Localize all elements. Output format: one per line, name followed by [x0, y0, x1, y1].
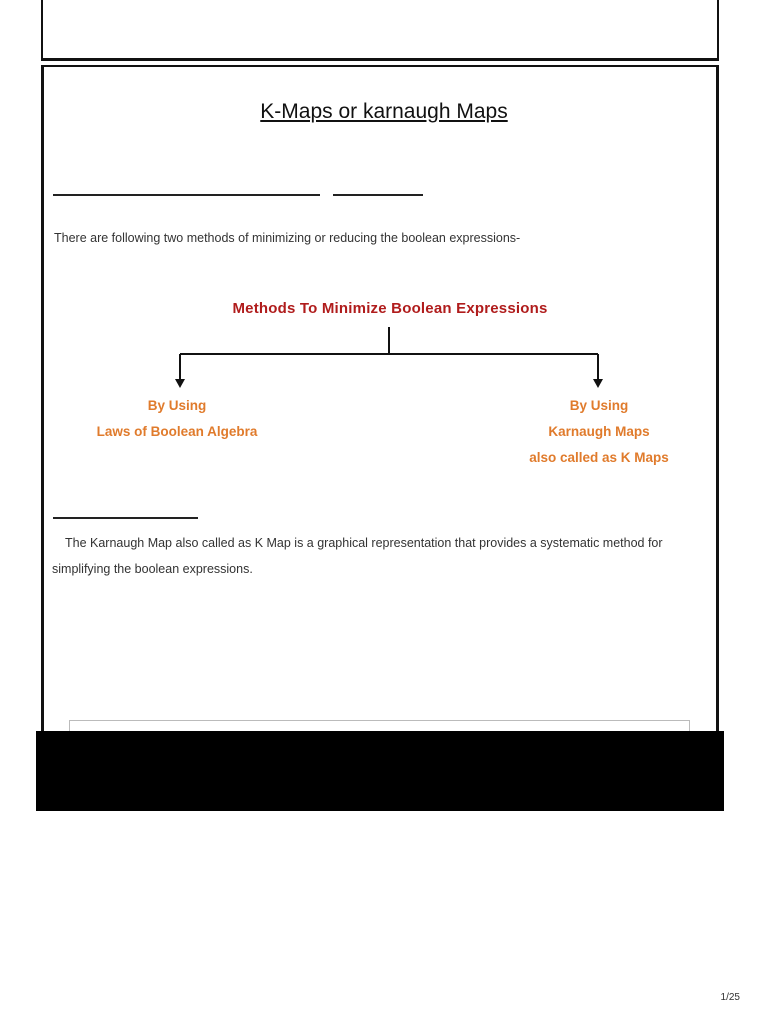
left-branch-line-1: By Using — [147, 398, 207, 413]
page-number: 1/25 — [720, 992, 740, 1003]
page-title: K-Maps or karnaugh Maps — [260, 100, 508, 123]
right-branch-line-2: Karnaugh Maps — [548, 424, 650, 439]
top-frame-panel — [41, 0, 719, 61]
section-rule — [53, 517, 198, 519]
left-branch-label — [62, 393, 292, 445]
heading-rule-2 — [333, 194, 423, 196]
heading-rule-1 — [53, 194, 320, 196]
right-branch-line-3: also called as K Maps — [529, 450, 669, 465]
diagram-heading: Methods To Minimize Boolean Expressions — [232, 300, 548, 317]
left-branch-line-2: Laws of Boolean Algebra — [96, 424, 258, 439]
right-branch-label — [490, 393, 708, 471]
redaction-block — [36, 731, 724, 811]
intro-paragraph: There are following two methods of minimizing or reducing the boolean expressions- — [54, 231, 521, 245]
definition-paragraph: The Karnaugh Map also called as K Map is a graphical representation that provides a systematic method for simplifying the boolean expressions. — [52, 536, 663, 576]
right-branch-line-1: By Using — [569, 398, 629, 413]
